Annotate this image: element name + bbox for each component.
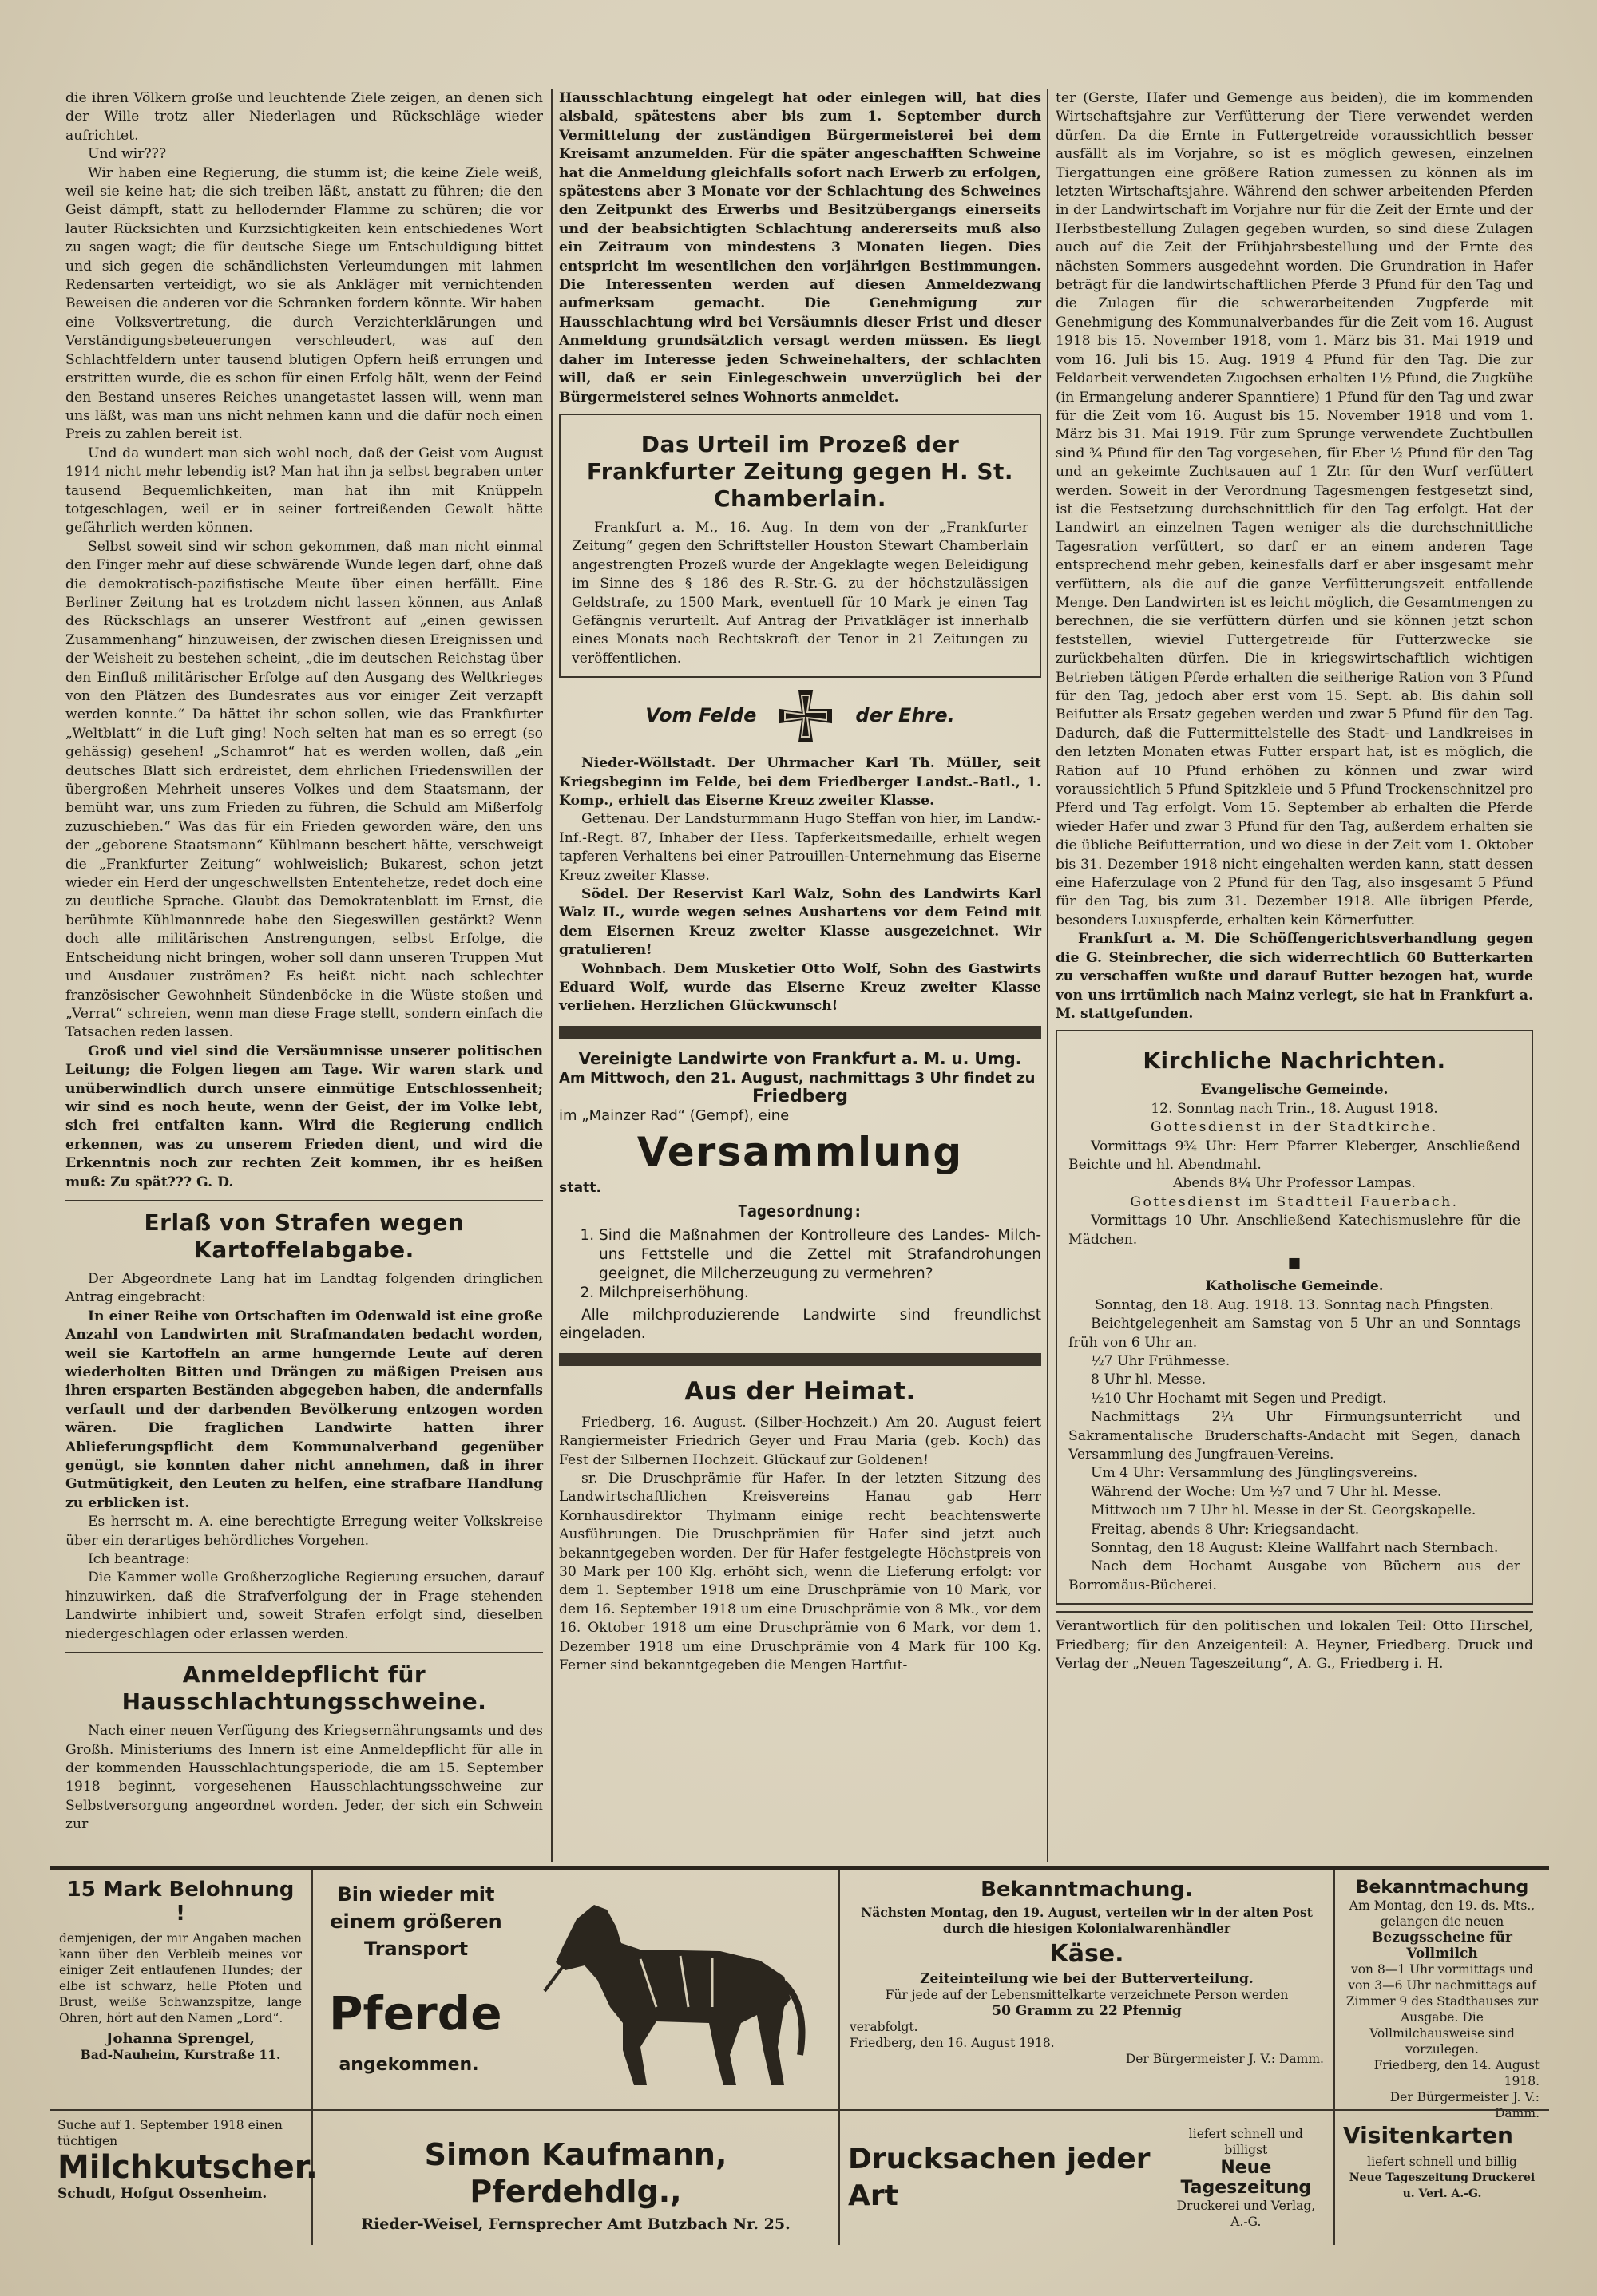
felde-left-text: Vom Felde [645,704,757,727]
ad-title: Bin wieder mit einem größeren Transport [330,1883,502,1960]
ad-sign: Der Bürgermeister J. V.: Damm. [1389,2090,1540,2120]
paragraph: Vormittags 10 Uhr. Anschließend Katechismuslehre für die Mädchen. [1068,1213,1520,1248]
paragraph: Während der Woche: Um ½7 und 7 Uhr hl. Messe. [1091,1483,1442,1500]
paragraph: 12. Sonntag nach Trin., 18. August 1918. [1151,1100,1438,1117]
paragraph: Die Kammer wolle Großherzogliche Regierung ersuchen, darauf hinzuwirken, daß die Strafverfolgung der in Frage stehenden Landwirte inhibiert und, soweit Strafen erfolgt sind, dieselben niedergeschlagen oder erlassen werden. [65,1570,543,1642]
paragraph: 8 Uhr hl. Messe. [1091,1372,1207,1388]
divider [65,1652,543,1653]
ad-text: Nächsten Montag, den 19. August, verteilen wir in der alten Post durch die hiesigen Kolonialwarenhändler [861,1905,1313,1936]
paragraph: Freitag, abends 8 Uhr: Kriegsandacht. [1091,1521,1360,1538]
paragraph: Sonntag, den 18. Aug. 1918. 13. Sonntag nach Pfingsten. [1095,1296,1494,1313]
ad-title: Bekanntmachung [1355,1878,1529,1898]
divider [65,1200,543,1201]
paragraph: die ihren Völkern große und leuchtende Ziele zeigen, an denen sich der Wille trotz aller Niederlagen und Rückschläge wieder aufrichtet. [65,90,543,144]
ad-text: Bezugsscheine für Vollmilch [1372,1930,1512,1961]
paragraph: statt. [559,1180,602,1197]
ad-visitenkarten [1335,2109,1549,2245]
paragraph: Und da wundert man sich wohl noch, daß der Geist vom August 1914 nicht mehr lebendig ist? Man hat ihn ja selbst begraben unter tausend Bequemlichkeiten, man hat ihn mit Knüppeln totgeschlagen, weil er in seiner fortreißenden Gewalt hätte gefährlich werden können. [65,445,543,536]
paragraph: Sonntag, den 18 August: Kleine Wallfahrt nach Sternbach. [1091,1540,1499,1557]
paragraph: Und wir??? [88,146,167,163]
ad-text: liefert schnell und billig [1367,2155,1517,2169]
ad-text: von 8—1 Uhr vormittags und von 3—6 Uhr nachmittags auf Zimmer 9 des Stadthauses zur Ausgabe. Die Vollmilchausweise sind vorzulegen. [1345,1962,1539,2057]
ad-title: Bekanntmachung. [981,1878,1193,1902]
ad-date: Friedberg, den 16. August 1918. [850,2036,1055,2050]
advertisements [50,1866,1549,2245]
column-3 [1056,89,1533,1858]
ad-address: Rieder-Weisel, Fernsprecher Amt Butzbach Nr. 25. [361,2215,791,2233]
paragraph: Abends 8¼ Uhr Professor Lampas. [1172,1175,1417,1192]
section-heading: Evangelische Gemeinde. [1200,1082,1389,1099]
impressum: Verantwortlich für den politischen und lokalen Teil: Otto Hirschel, Friedberg; für den Anzeigenteil: A. Heyner, Friedberg. Druck und Verlag der „Neuen Tageszeitung“, A. G., Friedberg i. H. [1056,1611,1533,1673]
ad-text: liefert schnell und billigst [1188,2127,1303,2157]
paragraph: Friedberg, 16. August. (Silber-Hochzeit.) Am 20. August feiert Rangiermeister Friedrich Geyer und Frau Maria (geb. Koch) das Fest der Silbernen Hochzeit. Glückauf zur Goldenen! [559,1414,1041,1468]
headline-heimat: Aus der Heimat. [684,1376,916,1406]
paragraph: Gottesdienst im Stadtteil Fauerbach. [1130,1194,1459,1210]
ad-text: 50 Gramm zu 22 Pfennig [992,2003,1182,2019]
paragraph: Um 4 Uhr: Versammlung des Jünglingsvereins. [1091,1465,1418,1482]
paragraph: ½10 Uhr Hochamt mit Segen und Predigt. [1091,1390,1387,1407]
ad-date: Friedberg, den 14. August 1918. [1373,2058,1540,2088]
paragraph: Wohnbach. Dem Musketier Otto Wolf, Sohn des Gastwirts Eduard Wolf, wurde das Eiserne Kreuz zweiter Klasse verliehen. Herzlichen Glückwunsch! [559,960,1041,1015]
ad-address: Schudt, Hofgut Ossenheim. [57,2186,267,2202]
paragraph: ½7 Uhr Frühmesse. [1091,1353,1230,1369]
ad-title: 15 Mark Belohnung ! [66,1878,295,1926]
ad-address: Bad-Nauheim, Kurstraße 11. [80,2047,281,2062]
ad-text: Am Montag, den 19. ds. Mts., gelangen die neuen [1349,1898,1536,1929]
paragraph: Nach dem Hochamt Ausgabe von Büchern aus der Borromäus-Bücherei. [1068,1558,1520,1593]
kirchliche-nachrichten [1056,1030,1533,1605]
ad-firm: Neue Tageszeitung [1180,2158,1312,2198]
ad-big-text: Milchkutscher. [57,2149,318,2186]
paragraph: Beichtgelegenheit am Samstag von 5 Uhr an und Sonntags früh von 6 Uhr an. [1068,1316,1520,1351]
verein-place: Friedberg [752,1087,848,1107]
ad-sign: Der Bürgermeister J. V.: Damm. [1125,2052,1324,2066]
agenda-list [559,1226,1041,1303]
headline-urteil: Das Urteil im Prozeß der Frankfurter Zeitung gegen H. St. Chamberlain. [586,430,1014,512]
paragraph: Am Mittwoch, den 21. August, nachmittags 3 Uhr findet zu [559,1069,1036,1087]
paragraph: Es herrscht m. A. eine berechtigte Erregung weiter Volkskreise über ein derartiges behördliches Vorgehen. [65,1514,543,1549]
ad-text: Druckerei und Verlag, A.-G. [1176,2199,1316,2229]
ad-big-text: Pferde [329,1986,502,2041]
paragraph: Nieder-Wöllstadt. Der Uhrmacher Karl Th. Müller, seit Kriegsbeginn im Felde, bei dem Friedberger Landst.-Batl., 1. Komp., erhielt das Eiserne Kreuz zweiter Klasse. [559,755,1041,809]
list-item: 2. Milchpreiserhöhung. [599,1284,1041,1303]
felde-header [559,687,1041,745]
headline-kirchlich: Kirchliche Nachrichten. [1143,1047,1446,1075]
ad-text: demjenigen, der mir Angaben machen kann über den Verbleib meines vor einiger Zeit entlaufenen Hundes; der elbe ist schwarz, helle Pfoten und Brust, weiße Schwanzspitze, lange Ohren, hört auf den Namen „Lord“. [59,1931,302,2025]
ad-text: verabfolgt. [850,2020,918,2034]
ad-text: angekommen. [339,2055,479,2075]
paragraph: Hausschlachtung eingelegt hat oder einlegen will, hat dies alsbald, spätestens aber bis zum 1. September durch Vermittelung der zuständigen Bürgermeisterei bei dem Kreisamt anzumelden. Für die später angeschafften Schweine hat die Anmeldung gleichfalls sofort nach Erwerb zu erfolgen, spätestens aber 3 Monate vor der Schlachtung des Schweines den Zeitpunkt des Erwerbs und Besitzübergangs einerseits und der beabsichtigten Schlachtung andererseits muß also ein Zeitraum von mindestens 3 Monaten liegen. Dies entspricht im wesentlichen den vorjährigen Bestimmungen. Die Interessenten werden auf diesen Anmeldezwang aufmerksam gemacht. Die Genehmigung zur Hausschlachtung wird bei Versäumnis dieser Frist und dieser Anmeldung grundsätzlich versagt werden müssen. Es liegt daher im Interesse jeden Schweinehalters, der schlachten will, daß er sein Einlegeschwein unverzüglich bei der Bürgermeisterei seines Wohnorts anmeldet. [559,90,1041,406]
paragraph: Gettenau. Der Landsturmmann Hugo Steffan von hier, im Landw.-Inf.-Regt. 87, Inhaber der Hess. Tapferkeitsmedaille, erhielt wegen tapferen Verhaltens bei einer Patrouillen-Unternehmung das Eiserne Kreuz zweiter Klasse. [559,811,1041,884]
paragraph: Ich beantrage: [88,1551,190,1568]
paragraph: In einer Reihe von Ortschaften im Odenwald ist eine große Anzahl von Landwirten mit Strafmandaten bedacht worden, weil sie Kartoffeln an arme hungernde Leute auf deren wiederholten Bitten und Drängen zu mäßigen Preisen aus ihren ersparten Beständen abgegeben haben, die andernfalls verfault und der darbenden Bevölkerung entzogen worden wären. Die fraglichen Landwirte hatten ihrer Ablieferungspflicht dem Kommunalverband gegenüber genügt, sie konnten daher nicht annehmen, daß in ihrer Gutmütigkeit, den Leuten zu helfen, eine strafbare Handlung zu erblicken ist. [65,1308,543,1511]
paragraph: im „Mainzer Rad“ (Gempf), eine [559,1106,790,1124]
paragraph: ter (Gerste, Hafer und Gemenge aus beiden), die im kommenden Wirtschaftsjahre zur Verfütterung der Tiere verwendet werden dürfen. Da die Ernte in Futtergetreide voraussichtlich besser ausfällt als im Vorjahre, so ist es möglich gewesen, einzelnen Tiergattungen eine größere Ration zumessen zu können als im letzten Wirtschaftsjahre. Während den schwer arbeitenden Pferden in der Landwirtschaft im Vorjahre nur für die Zeit der Ernte und der Herbstbestellung Zulagen gegeben wurden, so sind diese Zulagen auch auf die Zeit der Frühjahrsbestellung und der Ernte des nächsten Sommers ausgedehnt worden. Die Grundration in Hafer beträgt für die landwirtschaftlichen Pferde 3 Pfund für den Tag und die Zulagen für die schwerarbeitenden Zugpferde mit Genehmigung des Kommunalverbandes für die Zeit vom 16. August 1918 bis 15. November 1918, vom 1. März bis 31. Mai 1919 und vom 16. Juli bis 15. Aug. 1919 4 Pfund für den Tag. Die zur Feldarbeit verwendeten Zugochsen erhalten 1½ Pfund, die Zugkühe (in Ermangelung anderer Spanntiere) 1 Pfund für den Tag und zwar für die Zeit vom 16. August bis 15. November 1918 und vom 1. März bis 31. Mai 1919. Für zum Sprunge verwendete Zuchtbullen sind ¾ Pfund für den Tag vorgesehen, für Eber ½ Pfund für den Tag und an gekeimte Zuchtsauen auf 1 Ztr. für den Wurf verfüttert werden. Soweit in der Verordnung Tagesmengen festgesetzt sind, ist die Festsetzung durchschnittlich für den Tag erfolgt. Hat der Landwirt an einzelnen Tagen weniger als die durchschnittliche Tagesration verfüttert, so darf er an einem anderen Tage entsprechend mehr geben, keinesfalls darf er aber insgesamt mehr verfüttern, als die auf die ganze Verfütterungszeit entfallende Menge. Den Landwirten ist es leicht möglich, die Gesamtmengen zu berechnen, die sie verfüttern dürfen und sie können jetzt schon feststellen, wieviel Futtergetreide für Futterzwecke sie zurückbehalten dürfen. Die in kriegswirtschaftlich wichtigen Betrieben tätigen Pferde erhalten die seitherige Ration von 3 Pfund für den Tag, jedoch aber erst vom 15. Sept. ab. Bis dahin soll Beifutter als Ersatz gegeben werden und zwar 5 Pfund für den Tag. Dadurch, daß die Futtermittelstelle des Stadt- und Landkreises in den letzten Monaten etwas Futter erspart hat, ist es möglich, die Ration auf 10 Pfund erhöhen zu können und zwar wird voraussichtlich 5 Pfund Spitzkleie und 5 Pfund Trockenschnitzel pro Pferd und Tag erfolgt. Vom 15. September ab erhalten die Pferde wieder Hafer und zwar 3 Pfund für den Tag, außerdem erhalten sie die übliche Beifutterration, und wo diese in der Zeit vom 1. Oktober bis 31. Dezember 1918 nicht eingehalten werden kann, statt dessen eine Haferzulage von 2 Pfund für den Tag, also insgesamt 5 Pfund für den Tag, bis zum 31. Dezember 1918. Alle übrigen Pferde, besonders Luxuspferde, erhalten kein Körnerfutter. [1056,90,1533,928]
column-rule [551,89,553,1862]
ad-text: Suche auf 1. September 1918 einen tüchtigen [57,2118,283,2148]
paragraph: Gottesdienst in der Stadtkirche. [1151,1119,1438,1136]
felde-right-text: der Ehre. [855,704,955,727]
ad-drucksachen [840,2109,1335,2245]
ad-big-text: Drucksachen jeder Art [848,2143,1151,2212]
separator-mark: ■ [1287,1254,1302,1271]
headline-strafen: Erlaß von Strafen wegen Kartoffelabgabe. [144,1209,465,1263]
ad-big-text: Käse. [1049,1940,1124,1968]
ad-text: Zeiteinteilung wie bei der Butterverteilung. [920,1971,1254,1987]
ad-bekanntmachung-kaese [840,1870,1335,2109]
paragraph: Frankfurt a. M., 16. Aug. In dem von der „Frankfurter Zeitung“ gegen den Schriftsteller Houston Stewart Chamberlain angestrengten Prozeß wurde der Angeklagte wegen Beleidigung im Sinne des § 186 des R.-Str.-G. zu der höchstzulässigen Geldstrafe, zu 1500 Mark, eventuell für 10 Mark je einen Tag Gefängnis verurteilt. Auf Antrag der Privatkläger ist innerhalb eines Monats nach Rechtskraft der Tenor in 21 Zeitungen zu veröffentlichen. [572,519,1028,667]
ad-firm: Neue Tageszeitung Druckerei u. Verl. A.-G. [1349,2171,1536,2200]
paragraph: Frankfurt a. M. Die Schöffengerichtsverhandlung gegen die G. Steinbrecher, die sich widerrechtlich 60 Butterkarten zu verschaffen wußte und darauf Butter bezogen hat, wurde von uns irrtümlich nach Mainz verlegt, sie hat in Frankfurt a. M. stattgefunden. [1056,931,1533,1022]
iron-cross-icon [777,687,834,745]
versammlung-title: Versammlung [636,1129,964,1176]
column-1 [65,89,543,1858]
paragraph: Nach einer neuen Verfügung des Kriegsernährungsamts und des Großh. Ministeriums des Innern ist eine Anmeldepflicht für alle in der kommenden Hausschlachtungsperiode, die am 15. September 1918 beginnt, vorgesehenen Hausschlachtungsschweine zur Selbstversorgung angeordnet worden. Jeder, der sich ein Schwein zur [65,1723,543,1833]
divider-bar [559,1353,1041,1366]
horse-icon [521,1887,824,2095]
article-urteil [559,414,1041,678]
section-heading: Katholische Gemeinde. [1205,1278,1384,1295]
paragraph: Der Abgeordnete Lang hat im Landtag folgenden dringlichen Antrag eingebracht: [65,1270,543,1306]
paragraph: Groß und viel sind die Versäumnisse unserer politischen Leitung; die Folgen liegen am Tage. Wir waren stark und unüberwindlich durch unsere einmütige Entschlossenheit; wir sind es noch heute, wenn der Geist, der im Volke lebt, sich frei entfalten kann. Wird die Regierung endlich erkennen, was zu unserem Frieden dient, und wird die Erkenntnis noch zur rechten Zeit kommen, ihr es heißen muß: Zu spät??? G. D. [65,1043,543,1190]
paragraph: Nachmittags 2¼ Uhr Firmungsunterricht und Sakramentalische Bruderschafts-Andacht mit Segen, danach Versammlung des Jungfrauen-Vereins. [1068,1409,1520,1463]
ad-kaufmann [313,2109,840,2245]
paragraph: Södel. Der Reservist Karl Walz, Sohn des Landwirts Karl Walz II., wurde wegen seines Aushartens vor dem Feind mit dem Eisernen Kreuz zweiter Klasse ausgezeichnet. Wir gratulieren! [559,886,1041,959]
ad-bekanntmachung-vollmilch [1335,1870,1549,2120]
headline-anmeldepflicht: Anmeldepflicht für Hausschlachtungsschweine. [121,1661,487,1716]
paragraph: sr. Die Druschprämie für Hafer. In der letzten Sitzung des Landwirtschaftlichen Kreisvereins Hanau gab Herr Kornhausdirektor Thylmann einige recht beachtenswerte Ausführungen. Die Druschprämien für Hafer sind jetzt auch bekanntgegeben worden. Der für Hafer festgelegte Höchstpreis von 30 Mark per 100 Klg. erhöht sich, wenn die Lieferung erfolgt: vor dem 1. September 1918 um eine Druschprämie von 10 Mark, vor dem 16. September 1918 um eine Druschprämie von 8 Mk., vor dem 16. Oktober 1918 um eine Druschprämie von 6 Mark, vor dem 1. Dezember 1918 um eine Druschprämie von 4 Mark für 100 Kg. Ferner sind bekanntgegeben die Mengen Hartfut- [559,1470,1041,1673]
tagesordnung-heading: Tagesordnung: [737,1201,863,1221]
paragraph: Alle milchproduzierende Landwirte sind freundlichst eingeladen. [559,1306,1041,1343]
paragraph: Wir haben eine Regierung, die stumm ist; die keine Ziele weiß, weil sie keine hat; die sich treiben läßt, anstatt zu führen; die den Geist dämpft, statt zu hellodernder Flamme zu schüren; die vor lauter Rücksichten und Kurzsichtigkeiten kein entschiedenes Wort zu sagen wagt; die für deutsche Siege um Entschuldigung bittet und sich gegen die schändlichsten Verleumdungen mit lahmen Redensarten verteidigt, wo sie als Ankläger mit vernichtenden Beweisen die anderen vor die Schranken fordern könnte. Wir haben eine Volksvertretung, die durch Verzichterklärungen und Verständigungsbeteuerungen verschleudert, was auf den Schlachtfeldern unter tausend blutigen Opfern heiß errungen und erstritten wurde, die es schon für einen Erfolg hält, wenn der Feind den Bestand unseres Reiches unangetastet lassen will, wenn man uns läßt, was man uns nicht nehmen kann und die dafür noch einen Preis zu zahlen bereit ist. [65,164,543,443]
ad-milchkutscher [50,2109,318,2245]
list-item: 1. Sind die Maßnahmen der Kontrolleure des Landes- Milch- uns Fettstelle und die Zettel mit Strafandrohungen geeignet, die Milcherzeugung zu vermehren? [599,1226,1041,1284]
paragraph: Mittwoch um 7 Uhr hl. Messe in der St. Georgskapelle. [1091,1502,1476,1519]
ad-big-text: Visitenkarten [1343,2122,1513,2148]
ad-text: Für jede auf der Lebensmittelkarte verzeichnete Person werden [885,1988,1289,2002]
verein-title: Vereinigte Landwirte von Frankfurt a. M. u. Umg. [578,1048,1022,1068]
column-rule [1047,89,1048,1862]
ad-name: Johanna Sprengel, [105,2030,256,2047]
paragraph: Vormittags 9¾ Uhr: Herr Pfarrer Kleberger, Anschließend Beichte und hl. Abendmahl. [1068,1138,1520,1173]
column-2 [559,89,1041,1858]
divider-bar [559,1026,1041,1039]
ad-firm-block [1167,2126,1326,2230]
paragraph: Selbst soweit sind wir schon gekommen, daß man nicht einmal den Finger mehr auf diese schwärende Wunde legen darf, ohne daß die demokratisch-pazifistische Meute über einen herfällt. Eine Berliner Zeitung hat es trotzdem nicht lassen können, aus Anlaß des Rückschlags an unserer Westfront auf „einen gewissen Zusammenhang“ hinzuweisen, der zwischen diesen Ereignissen und der Weisheit zu bestehen scheint, „die im deutschen Reichstag über den Einfluß militärischer Erfolge auf den Ausgang des Weltkrieges von den Plätzen des Bundesrates aus vor einiger Zeit verzapft werden konnte.“ Da hättet ihr schon sollen, wie das Frankfurter „Weltblatt“ in die Luft ging! Noch selten hat man es so erregt (so gehässig) gesehen! „Schamrot“ hat es werden wollen, daß „ein deutsches Blatt sich erdreistet, dem ehrlichen Friedenswillen der übergroßen Mehrheit unseres Volkes und dem Staatsmann, der bemüht war, uns zum Frieden zu führen, die Schuld am Mißerfolg zuzuschieben.“ Was das für ein Frieden geworden wäre, den uns der „geborene Staatsmann“ Kühlmann beschert hätte, verschweigt die „Frankfurter Zeitung“ wohlweislich; Bukarest, schon jetzt wieder ein Herd der ungeschwellsten Ententehetze, redet doch eine zu deutliche Sprache. Glaubt das Demokratenblatt im Ernst, die berühmte Kühlmannrede habe den Siegeswillen gestärkt? Wenn doch alle militärischen Anstrengungen, selbst Erfolge, die Entscheidung nicht bringen, woher soll dann unseren Truppen Mut und Ausdauer zuströmen? Es heißt nicht nach schlechter französischer Gewohnheit Sündenböcke in die Wüste stoßen und „Verrat“ schreien, wenn man diese Frage stellt, sondern einfach die Tatsachen reden lassen. [65,538,543,1041]
ad-big-text: Simon Kaufmann, Pferdehdlg., [424,2137,727,2209]
